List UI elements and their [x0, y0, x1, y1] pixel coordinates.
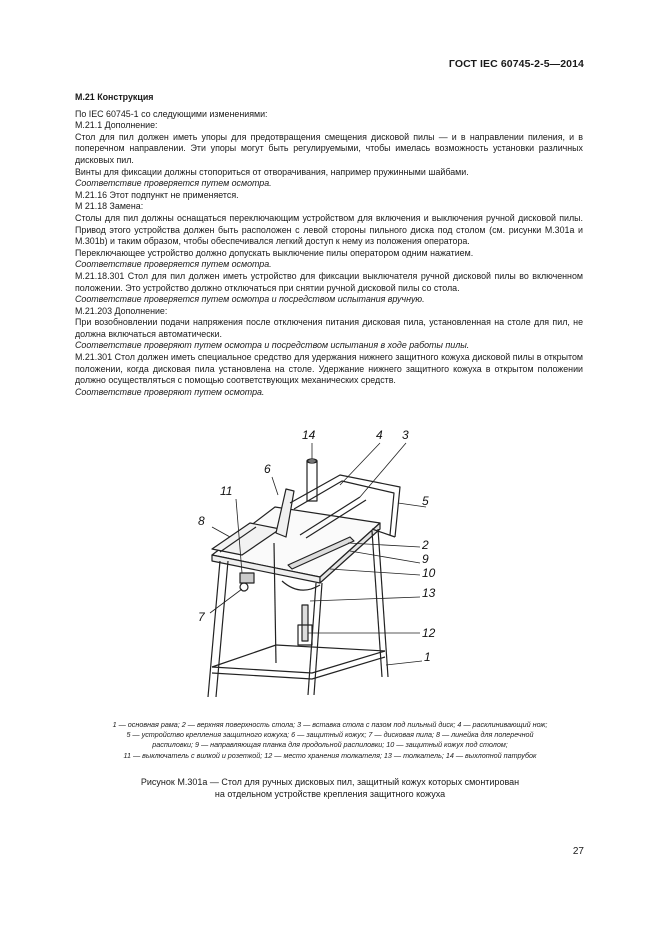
paragraph-italic: Соответствие проверяют путем осмотра.	[75, 386, 265, 397]
label-3: 3	[402, 428, 409, 442]
section-heading: М.21 Конструкция	[75, 92, 154, 102]
paragraph: М.21.16 Этот подпункт не применяется.	[75, 189, 239, 200]
label-14: 14	[302, 428, 316, 442]
paragraph: По IEC 60745-1 со следующими изменениями:	[75, 108, 268, 119]
page-number: 27	[572, 846, 584, 857]
paragraph: Винты для фиксации должны стопориться от отворачивания, например пружинными шайбами.	[75, 166, 469, 177]
label-13: 13	[422, 586, 436, 600]
figure-caption	[60, 776, 600, 800]
paragraph: Переключающее устройство должно допускать выключение пилы оператором одним нажатием.	[75, 247, 474, 258]
legend-line: 5 — устройство крепления защитного кожуха; 6 — защитный кожух; 7 — дисковая пила; 8 — линейка для поперечной	[126, 730, 534, 740]
legend-line: 1 — основная рама; 2 — верхняя поверхность стола; 3 — вставка стола с пазом под пильный диск; 4 — расклинивающий нож;	[112, 720, 548, 729]
label-7: 7	[198, 610, 205, 624]
paragraph: М.21.18.301 Стол для пил должен иметь устройство для фиксации выключателя ручной дисковой пилы во включенном положении. Это устройство должно отключаться при снятии ручной дисковой пилы со стола.	[75, 270, 583, 293]
paragraph-italic: Соответствие проверяется путем осмотра.	[75, 178, 272, 189]
label-4: 4	[376, 428, 383, 442]
paragraph-italic: Соответствие проверяется путем осмотра и посредством испытания вручную.	[75, 294, 425, 305]
label-2: 2	[422, 538, 429, 552]
label-10: 10	[422, 566, 436, 580]
figure-legend	[40, 720, 620, 761]
caption-line: Рисунок М.301а — Стол для ручных дисковых пил, защитный кожух которых смонтирован	[140, 777, 520, 787]
paragraph: М.21.203 Дополнение:	[75, 305, 168, 316]
paragraph: Столы для пил должны оснащаться переключающим устройством для включения и выключения ручной дисковой пилы. Привод этого устройства должен быть расположен с левой стороны пильного диска под столом (см. рисунки М.301а и М.301b) и таким образом, чтобы обеспечивался легкий доступ к нему из положения оператора.	[75, 212, 583, 247]
legend-line: распиловки; 9 — направляющая планка для продольной распиловки; 10 — защитный кожух под столом;	[152, 740, 508, 750]
paragraph-italic: Соответствие проверяют путем осмотра и посредством испытания в ходе работы пилы.	[75, 340, 470, 351]
paragraph: При возобновлении подачи напряжения после отключения питания дисковая пила, установленная на столе для пил, не должна включаться автоматически.	[75, 317, 583, 339]
paragraph-italic: Соответствие проверяется путем осмотра.	[75, 259, 272, 270]
section-text	[75, 92, 583, 398]
label-5: 5	[422, 494, 429, 508]
paragraph: М 21.18 Замена:	[75, 201, 144, 212]
document-header: ГОСТ IEC 60745-2-5—2014	[448, 58, 584, 70]
label-8: 8	[198, 514, 205, 528]
label-11: 11	[220, 484, 233, 498]
caption-line: на отдельном устройстве крепления защитного кожуха	[214, 789, 446, 799]
label-12: 12	[422, 626, 436, 640]
legend-line: 11 — выключатель с вилкой и розеткой; 12 — место хранения толкателя; 13 — толкатель; 14 — выхлопной патрубок	[123, 750, 537, 760]
label-1: 1	[424, 650, 431, 664]
saw-table-drawing	[208, 459, 400, 697]
label-9: 9	[422, 552, 429, 566]
paragraph: Стол для пил должен иметь упоры для предотвращения смещения дисковой пилы — и в направлении пиления, и в поперечном направлении. Эти упоры могут быть регулируемыми, чтобы имелась возможность установки различных дисковых пил.	[75, 131, 583, 165]
label-6: 6	[264, 462, 271, 476]
paragraph: М.21.301 Стол должен иметь специальное средство для удержания нижнего защитного кожуха дисковой пилы в открытом положении, когда дисковая пила установлена на столе. Удержание нижнего защитного кожуха в открытом положении должно осуществляться с помощью соответствующих механических средств.	[75, 352, 583, 386]
saw-table-figure	[190, 425, 450, 705]
paragraph: М.21.1 Дополнение:	[75, 120, 158, 131]
